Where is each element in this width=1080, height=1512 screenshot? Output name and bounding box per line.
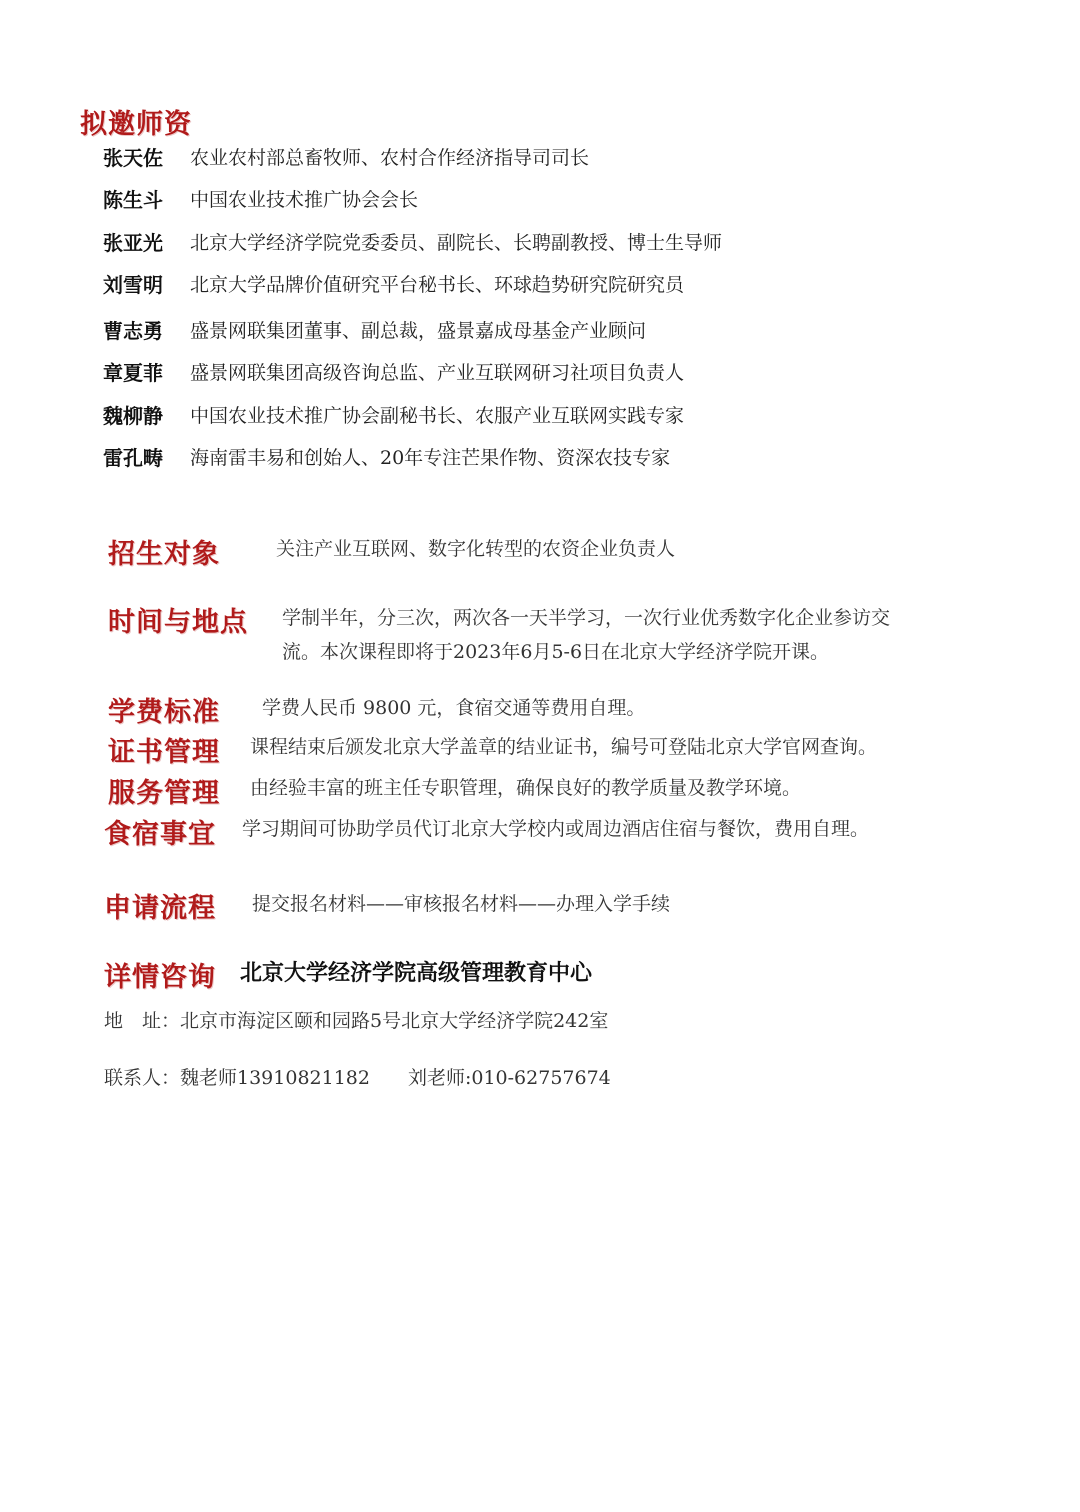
teacher-title: 盛景网联集团董事、副总裁，盛景嘉成母基金产业顾问 [190,320,647,342]
contact-heading: 详情咨询 [104,962,216,993]
tuition-text: 学费人民币 9800 元，食宿交通等费用自理。 [262,697,646,719]
teacher-name: 雷孔畴 [103,446,163,470]
service-heading: 服务管理 [108,778,220,809]
contact-address: 地 址：北京市海淀区颐和园路5号北京大学经济学院242室 [104,1010,609,1032]
schedule-text-line2: 流。本次课程即将于2023年6月5-6日在北京大学经济学院开课。 [282,641,830,663]
teacher-title: 盛景网联集团高级咨询总监、产业互联网研习社项目负责人 [190,362,685,384]
teacher-title: 海南雷丰易和创始人、20年专注芒果作物、资深农技专家 [190,447,671,469]
teacher-name: 刘雪明 [103,273,163,297]
teacher-name: 曹志勇 [103,319,163,343]
teacher-title: 北京大学品牌价值研究平台秘书长、环球趋势研究院研究员 [190,274,685,296]
teacher-name: 章夏菲 [103,361,163,385]
teacher-row [0,315,1080,349]
teacher-row [0,400,1080,434]
lodging-heading: 食宿事宜 [104,819,216,850]
lodging-text: 学习期间可协助学员代订北京大学校内或周边酒店住宿与餐饮，费用自理。 [242,818,870,840]
teacher-title: 北京大学经济学院党委委员、副院长、长聘副教授、博士生导师 [190,232,723,254]
application-heading: 申请流程 [104,893,216,924]
teacher-row [0,357,1080,391]
contact-organization: 北京大学经济学院高级管理教育中心 [240,961,593,986]
schedule-text-line1: 学制半年，分三次，两次各一天半学习，一次行业优秀数字化企业参访交 [282,607,891,629]
teacher-row [0,142,1080,176]
application-text: 提交报名材料——审核报名材料——办理入学手续 [252,893,671,915]
teacher-row [0,227,1080,261]
teacher-title: 农业农村部总畜牧师、农村合作经济指导司司长 [190,147,590,169]
teacher-name: 张亚光 [103,231,163,255]
teacher-name: 魏柳静 [103,404,163,428]
faculty-heading: 拟邀师资 [80,109,192,140]
teacher-name: 陈生斗 [103,188,163,212]
certificate-heading: 证书管理 [108,737,220,768]
teacher-row [0,269,1080,303]
certificate-text: 课程结束后颁发北京大学盖章的结业证书，编号可登陆北京大学官网查询。 [250,736,878,758]
teacher-row [0,442,1080,476]
enrollment-heading: 招生对象 [108,539,220,570]
teacher-title: 中国农业技术推广协会副秘书长、农服产业互联网实践专家 [190,405,685,427]
contact-persons: 联系人：魏老师13910821182 刘老师:010-62757674 [104,1067,611,1089]
teacher-row [0,184,1080,218]
teacher-name: 张天佐 [103,146,163,170]
service-text: 由经验丰富的班主任专职管理，确保良好的教学质量及教学环境。 [250,777,802,799]
tuition-heading: 学费标准 [108,697,220,728]
teacher-title: 中国农业技术推广协会会长 [190,189,419,211]
enrollment-text: 关注产业互联网、数字化转型的农资企业负责人 [276,538,676,560]
schedule-heading: 时间与地点 [108,607,248,638]
